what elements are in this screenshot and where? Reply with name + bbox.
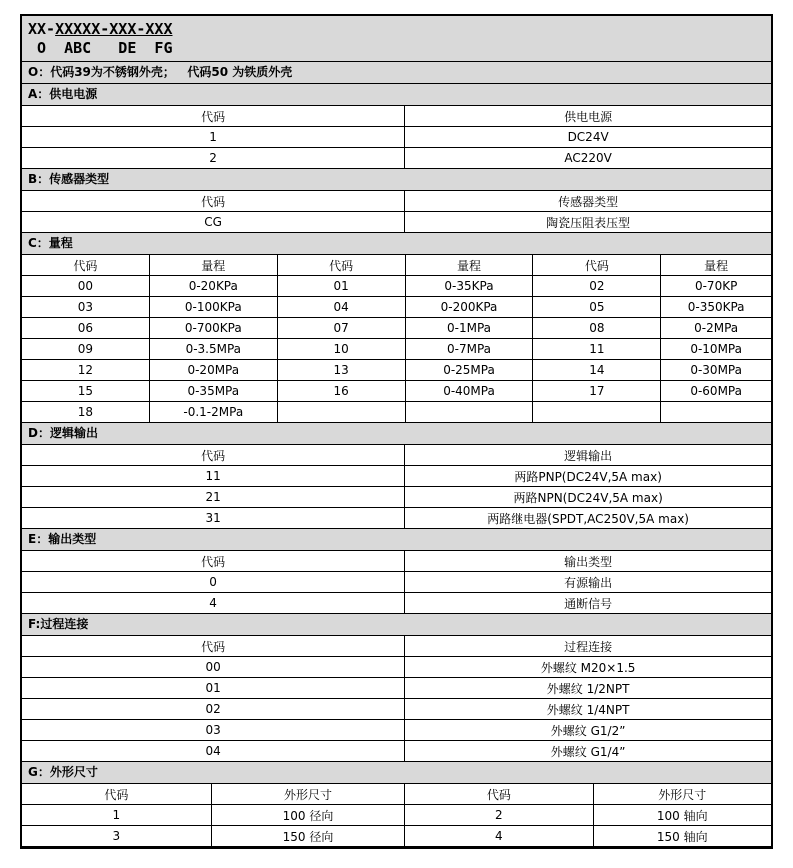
code-cell: 09: [22, 339, 150, 360]
code-cell: 02: [22, 699, 405, 720]
section-heading-G: G：外形尺寸: [22, 761, 771, 784]
code-cell: 10: [277, 339, 405, 360]
value-cell: 0-25MPa: [405, 360, 533, 381]
value-cell: 外螺纹 M20×1.5: [405, 657, 772, 678]
code-cell: 31: [22, 508, 405, 529]
column-header: 量程: [661, 255, 772, 276]
value-cell: -0.1-2MPa: [149, 402, 277, 423]
column-header: 代码: [22, 255, 150, 276]
code-cell: 1: [22, 805, 212, 826]
value-cell: 150 径向: [211, 826, 405, 847]
value-cell: 0-35KPa: [405, 276, 533, 297]
table-row: [22, 339, 772, 360]
code-cell: 17: [533, 381, 661, 402]
table-row: [22, 148, 772, 169]
code-cell: 2: [22, 148, 405, 169]
section-heading-B: B：传感器类型: [22, 168, 771, 191]
column-header: 代码: [22, 445, 405, 466]
model-code-prefix: XX-: [28, 20, 56, 38]
section-heading-F: F:过程连接: [22, 613, 771, 636]
code-cell: 04: [277, 297, 405, 318]
column-header: 外形尺寸: [211, 784, 405, 805]
value-cell: 0-35MPa: [149, 381, 277, 402]
section-table-F: [21, 635, 772, 762]
code-cell: 06: [22, 318, 150, 339]
value-cell: 0-2MPa: [661, 318, 772, 339]
code-cell: 1: [22, 127, 405, 148]
section-table-E: [21, 550, 772, 614]
code-cell: 03: [22, 720, 405, 741]
column-header: 代码: [277, 255, 405, 276]
value-cell: 0-20MPa: [149, 360, 277, 381]
code-cell: 11: [22, 466, 405, 487]
code-cell: 12: [22, 360, 150, 381]
section-table-D: [21, 444, 772, 529]
column-header: 外形尺寸: [593, 784, 772, 805]
column-header: 代码: [22, 636, 405, 657]
table-row: [22, 487, 772, 508]
value-cell: 0-100KPa: [149, 297, 277, 318]
value-cell: 陶瓷压阻表压型: [405, 212, 772, 233]
table-row: [22, 381, 772, 402]
code-cell: 13: [277, 360, 405, 381]
value-cell: 0-70KP: [661, 276, 772, 297]
code-cell: 02: [533, 276, 661, 297]
code-cell: 15: [22, 381, 150, 402]
column-header: 代码: [22, 191, 405, 212]
model-code-block: [22, 16, 771, 62]
code-cell: 18: [22, 402, 150, 423]
table-row: [22, 678, 772, 699]
table-row: [22, 127, 772, 148]
section-heading-A: A：供电电源: [22, 83, 771, 106]
code-cell: 03: [22, 297, 150, 318]
value-cell: DC24V: [405, 127, 772, 148]
table-row: [22, 805, 772, 826]
header-row: [22, 784, 772, 805]
column-header: 代码: [22, 551, 405, 572]
code-cell: [533, 402, 661, 423]
value-cell: 有源输出: [405, 572, 772, 593]
value-cell: 100 径向: [211, 805, 405, 826]
column-header: 代码: [22, 106, 405, 127]
value-cell: 外螺纹 1/4NPT: [405, 699, 772, 720]
value-cell: 0-7MPa: [405, 339, 533, 360]
value-cell: 两路PNP(DC24V,5A max): [405, 466, 772, 487]
section-table-B: [21, 190, 772, 233]
value-cell: 0-700KPa: [149, 318, 277, 339]
header-row: [22, 106, 772, 127]
code-cell: 07: [277, 318, 405, 339]
section-heading-C: C：量程: [22, 232, 771, 255]
code-cell: 4: [405, 826, 593, 847]
header-row: [22, 445, 772, 466]
code-cell: 00: [22, 657, 405, 678]
value-cell: [405, 402, 533, 423]
value-cell: 0-60MPa: [661, 381, 772, 402]
header-row: [22, 191, 772, 212]
value-cell: 100 轴向: [593, 805, 772, 826]
section-table-A: [21, 105, 772, 169]
value-cell: 外螺纹 1/2NPT: [405, 678, 772, 699]
value-cell: [661, 402, 772, 423]
ordering-code-document: [20, 14, 773, 849]
code-cell: 14: [533, 360, 661, 381]
section-table-C: [21, 254, 772, 423]
column-header: 代码: [22, 784, 212, 805]
section-heading-O: O：代码39为不锈钢外壳； 代码50 为铁质外壳: [22, 61, 771, 84]
column-header: 量程: [405, 255, 533, 276]
column-header: 供电电源: [405, 106, 772, 127]
column-header: 输出类型: [405, 551, 772, 572]
sections-container: [22, 61, 771, 847]
header-row: [22, 636, 772, 657]
code-cell: 04: [22, 741, 405, 762]
table-row: [22, 402, 772, 423]
code-cell: 08: [533, 318, 661, 339]
value-cell: 0-40MPa: [405, 381, 533, 402]
code-cell: 05: [533, 297, 661, 318]
value-cell: 0-200KPa: [405, 297, 533, 318]
section-table-G: [21, 783, 772, 847]
value-cell: 两路NPN(DC24V,5A max): [405, 487, 772, 508]
section-heading-D: D：逻辑输出: [22, 422, 771, 445]
value-cell: 0-3.5MPa: [149, 339, 277, 360]
table-row: [22, 572, 772, 593]
code-cell: 11: [533, 339, 661, 360]
table-row: [22, 508, 772, 529]
column-header: 量程: [149, 255, 277, 276]
header-row: [22, 551, 772, 572]
value-cell: AC220V: [405, 148, 772, 169]
table-row: [22, 826, 772, 847]
code-cell: 01: [22, 678, 405, 699]
column-header: 代码: [533, 255, 661, 276]
table-row: [22, 212, 772, 233]
section-heading-E: E：输出类型: [22, 528, 771, 551]
code-cell: 00: [22, 276, 150, 297]
table-row: [22, 276, 772, 297]
table-row: [22, 297, 772, 318]
value-cell: 通断信号: [405, 593, 772, 614]
model-code-underlined: XXXXX-XXX-XXX: [55, 20, 173, 38]
code-cell: [277, 402, 405, 423]
model-code: [28, 20, 765, 39]
table-row: [22, 657, 772, 678]
column-header: 代码: [405, 784, 593, 805]
value-cell: 0-30MPa: [661, 360, 772, 381]
table-row: [22, 318, 772, 339]
value-cell: 0-350KPa: [661, 297, 772, 318]
code-cell: 2: [405, 805, 593, 826]
table-row: [22, 699, 772, 720]
column-header: 过程连接: [405, 636, 772, 657]
table-row: [22, 741, 772, 762]
code-cell: 21: [22, 487, 405, 508]
column-header: 逻辑输出: [405, 445, 772, 466]
table-row: [22, 360, 772, 381]
table-row: [22, 466, 772, 487]
table-row: [22, 593, 772, 614]
value-cell: 外螺纹 G1/2”: [405, 720, 772, 741]
code-cell: 0: [22, 572, 405, 593]
header-row: [22, 255, 772, 276]
code-cell: CG: [22, 212, 405, 233]
value-cell: 外螺纹 G1/4”: [405, 741, 772, 762]
column-header: 传感器类型: [405, 191, 772, 212]
code-cell: 3: [22, 826, 212, 847]
value-cell: 0-1MPa: [405, 318, 533, 339]
code-cell: 16: [277, 381, 405, 402]
model-code-legend: O ABC DE FG: [28, 39, 173, 57]
code-cell: 01: [277, 276, 405, 297]
code-cell: 4: [22, 593, 405, 614]
value-cell: 0-10MPa: [661, 339, 772, 360]
value-cell: 两路继电器(SPDT,AC250V,5A max): [405, 508, 772, 529]
value-cell: 150 轴向: [593, 826, 772, 847]
table-row: [22, 720, 772, 741]
value-cell: 0-20KPa: [149, 276, 277, 297]
